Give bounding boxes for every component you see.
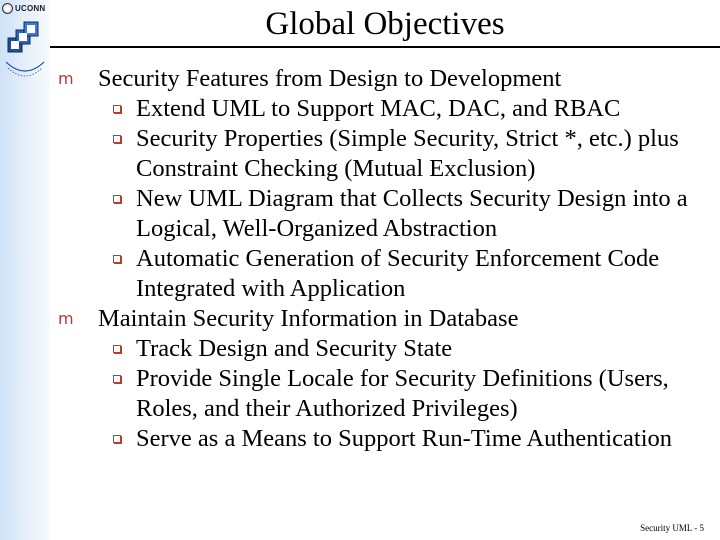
title-divider	[50, 46, 720, 48]
sub-bullet-text: Extend UML to Support MAC, DAC, and RBAC	[136, 95, 621, 122]
red-square-bullet-icon	[113, 435, 121, 443]
sub-bullet-item	[58, 364, 714, 424]
sub-bullet-item	[58, 94, 714, 124]
sub-bullet-text: Track Design and Security State	[136, 335, 453, 362]
bullet-list	[58, 64, 714, 454]
sub-bullet-text: Serve as a Means to Support Run-Time Authentication	[136, 425, 672, 452]
sub-bullet-text: New UML Diagram that Collects Security Design into a Logical, Well-Organized Abstraction	[136, 185, 688, 242]
red-square-bullet-icon	[113, 255, 121, 263]
sub-bullet-item	[58, 244, 714, 304]
red-square-bullet-icon	[113, 345, 121, 353]
red-m-bullet-icon: m	[58, 309, 74, 328]
university-seal-icon	[2, 3, 13, 14]
uconn-logo	[2, 1, 45, 15]
bullet-item	[58, 304, 714, 334]
school-emblem-icon	[2, 18, 48, 84]
bullet-item	[58, 64, 714, 94]
red-square-bullet-icon	[113, 105, 121, 113]
uconn-logo-text: UCONN	[15, 3, 46, 13]
sidebar-gradient	[0, 0, 50, 540]
sub-bullet-text: Security Properties (Simple Security, Strict *, etc.) plus Constraint Checking (Mutual Exclusion)	[136, 125, 679, 182]
bullet-text: Security Features from Design to Development	[98, 65, 562, 92]
sub-bullet-text: Provide Single Locale for Security Definitions (Users, Roles, and their Authorized Privileges)	[136, 365, 669, 422]
sub-bullet-item	[58, 424, 714, 454]
sub-bullet-item	[58, 124, 714, 184]
sub-bullet-text: Automatic Generation of Security Enforcement Code Integrated with Application	[136, 245, 660, 302]
bullet-text: Maintain Security Information in Database	[98, 305, 519, 332]
red-square-bullet-icon	[113, 135, 121, 143]
sub-bullet-item	[58, 334, 714, 364]
red-square-bullet-icon	[113, 375, 121, 383]
slide-footer: Security UML - 5	[640, 523, 704, 533]
slide-title: Global Objectives	[265, 6, 505, 42]
sub-bullet-item	[58, 184, 714, 244]
red-m-bullet-icon: m	[58, 69, 74, 88]
red-square-bullet-icon	[113, 195, 121, 203]
